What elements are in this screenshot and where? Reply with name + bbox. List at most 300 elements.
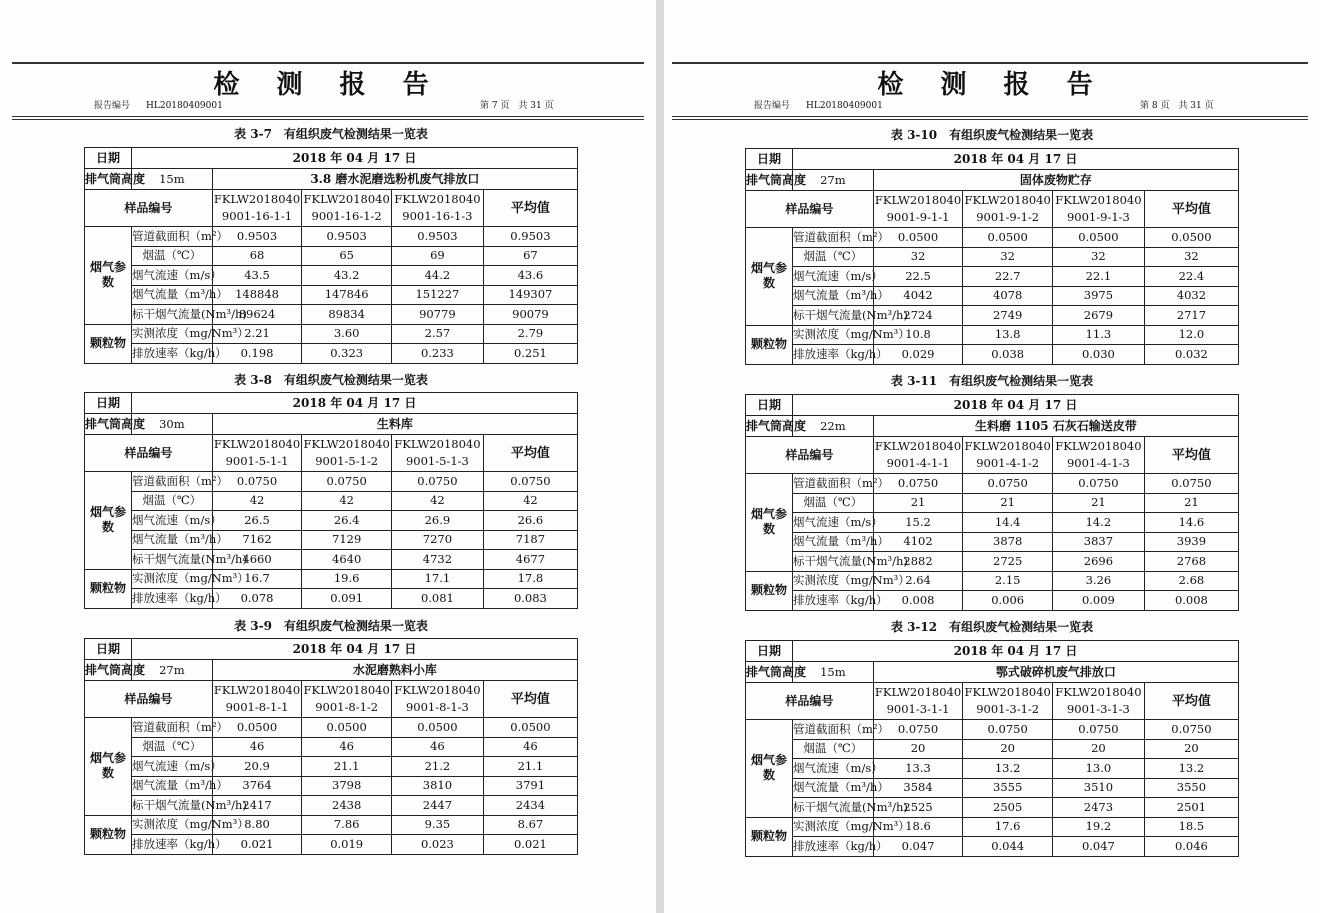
param-name: 烟温（℃） — [793, 247, 874, 267]
sample-id-prefix: FKLW2018040 — [394, 192, 481, 206]
table-caption: 表 3-12 有组织废气检测结果一览表 — [890, 620, 1094, 634]
sample-id-row — [746, 683, 1239, 720]
report-page-7 — [0, 0, 656, 913]
sample-id-prefix: FKLW2018040 — [1055, 685, 1142, 699]
report-no-label: 报告编号 — [754, 101, 791, 111]
particulate-label: 颗粒物 — [85, 569, 132, 608]
sample-id — [212, 435, 302, 472]
param-name: 烟气流量（m³/h） — [132, 285, 213, 305]
measured-value: 8.80 — [212, 815, 302, 835]
measured-value: 20 — [1052, 739, 1144, 759]
date-row — [746, 395, 1239, 416]
measured-value: 19.6 — [302, 569, 392, 589]
average-label: 平均值 — [483, 190, 577, 227]
param-name: 烟气流速（m/s） — [132, 266, 213, 286]
result-table — [745, 148, 1239, 365]
measured-value: 20.9 — [212, 757, 302, 777]
sample-id-suffix: 9001-8-1-1 — [225, 700, 289, 714]
stack-height-label: 排气筒高度 — [85, 414, 132, 435]
stack-height-label: 排气筒高度 — [746, 170, 793, 191]
measured-value: 0.047 — [873, 837, 963, 857]
measured-value: 22.7 — [963, 267, 1053, 287]
measured-value: 13.2 — [963, 759, 1053, 779]
table-row — [746, 571, 1239, 591]
measured-value: 0.9503 — [302, 227, 392, 247]
measured-value: 2749 — [963, 306, 1053, 326]
param-name: 标干烟气流量(Nm³/h) — [793, 798, 874, 818]
result-table — [84, 147, 578, 364]
date-value: 2018 年 04 月 17 日 — [793, 395, 1239, 416]
source-name: 生料库 — [212, 414, 577, 435]
measured-value: 0.038 — [963, 345, 1053, 365]
sample-id — [391, 190, 483, 227]
measured-value: 46 — [391, 737, 483, 757]
average-value: 42 — [483, 491, 577, 511]
measured-value: 0.0750 — [1052, 474, 1144, 494]
param-name: 实测浓度（mg/Nm³） — [793, 325, 874, 345]
date-label: 日期 — [85, 393, 132, 414]
measured-value: 0.006 — [963, 591, 1053, 611]
measured-value: 46 — [212, 737, 302, 757]
sample-id — [212, 681, 302, 718]
sample-id-suffix: 9001-3-1-3 — [1066, 702, 1130, 716]
table-row — [85, 246, 578, 266]
result-table — [745, 640, 1239, 857]
sample-id-suffix: 9001-8-1-2 — [315, 700, 379, 714]
average-value: 0.0750 — [1144, 474, 1238, 494]
particulate-label: 颗粒物 — [85, 324, 132, 363]
table-row — [746, 739, 1239, 759]
sample-id-prefix: FKLW2018040 — [874, 439, 962, 453]
table-caption: 表 3-11 有组织废气检测结果一览表 — [890, 374, 1094, 388]
measured-value: 14.2 — [1052, 513, 1144, 533]
sample-no-label: 样品编号 — [85, 190, 213, 227]
measured-value: 65 — [302, 246, 392, 266]
measured-value: 0.0750 — [391, 472, 483, 492]
table-row — [85, 757, 578, 777]
measured-value: 2.15 — [963, 571, 1053, 591]
measured-value: 32 — [873, 247, 963, 267]
param-name: 管道截面积（m²） — [793, 720, 874, 740]
sample-id — [873, 191, 963, 228]
average-value: 21 — [1144, 493, 1238, 513]
measured-value: 2525 — [873, 798, 963, 818]
stack-row — [85, 169, 578, 190]
measured-value: 21 — [963, 493, 1053, 513]
table-row — [746, 591, 1239, 611]
param-name: 烟气流速（m/s） — [132, 511, 213, 531]
sample-id — [963, 683, 1053, 720]
param-name: 烟气流量（m³/h） — [132, 530, 213, 550]
sample-id — [391, 681, 483, 718]
measured-value: 26.9 — [391, 511, 483, 531]
sample-no-label: 样品编号 — [746, 683, 874, 720]
average-value: 4677 — [483, 550, 577, 570]
average-value: 2501 — [1144, 798, 1238, 818]
measured-value: 3510 — [1052, 778, 1144, 798]
stack-row — [746, 416, 1239, 437]
table-row — [85, 227, 578, 247]
stack-height-label: 排气筒高度 — [746, 662, 793, 683]
average-value: 3791 — [483, 776, 577, 796]
flue-gas-params-label: 烟气参数 — [746, 228, 793, 326]
average-label: 平均值 — [483, 681, 577, 718]
measured-value: 0.0750 — [1052, 720, 1144, 740]
measured-value: 0.198 — [212, 344, 302, 364]
average-value: 22.4 — [1144, 267, 1238, 287]
measured-value: 43.2 — [302, 266, 392, 286]
measured-value: 68 — [212, 246, 302, 266]
average-value: 3939 — [1144, 532, 1238, 552]
measured-value: 4078 — [963, 286, 1053, 306]
table-row — [85, 530, 578, 550]
sample-id-prefix: FKLW2018040 — [964, 193, 1051, 207]
table-row — [85, 835, 578, 855]
source-name: 水泥磨熟料小库 — [212, 660, 577, 681]
header-rule-bottom — [12, 116, 644, 117]
sample-id-suffix: 9001-9-1-3 — [1066, 210, 1130, 224]
measured-value: 0.0750 — [873, 474, 963, 494]
sample-id — [302, 190, 392, 227]
sample-no-label: 样品编号 — [746, 191, 874, 228]
param-name: 烟温（℃） — [132, 491, 213, 511]
flue-gas-params-label: 烟气参数 — [85, 227, 132, 325]
measured-value: 42 — [302, 491, 392, 511]
date-label: 日期 — [746, 395, 793, 416]
measured-value: 19.2 — [1052, 817, 1144, 837]
table-row — [85, 589, 578, 609]
measured-value: 0.9503 — [212, 227, 302, 247]
average-value: 0.0500 — [483, 718, 577, 738]
measured-value: 2696 — [1052, 552, 1144, 572]
measured-value: 151227 — [391, 285, 483, 305]
param-name: 烟温（℃） — [132, 737, 213, 757]
table-caption: 表 3-9 有组织废气检测结果一览表 — [234, 619, 428, 633]
param-name: 烟温（℃） — [132, 246, 213, 266]
table-row — [746, 286, 1239, 306]
measured-value: 2.21 — [212, 324, 302, 344]
sample-id-prefix: FKLW2018040 — [1055, 439, 1142, 453]
date-value: 2018 年 04 月 17 日 — [793, 149, 1239, 170]
measured-value: 26.4 — [302, 511, 392, 531]
stack-row — [746, 170, 1239, 191]
param-name: 排放速率（kg/h） — [793, 591, 874, 611]
particulate-label: 颗粒物 — [85, 815, 132, 854]
table-row — [746, 228, 1239, 248]
average-value: 4032 — [1144, 286, 1238, 306]
measured-value: 0.9503 — [391, 227, 483, 247]
sample-id — [963, 191, 1053, 228]
sample-id-suffix: 9001-5-1-1 — [225, 454, 289, 468]
average-value: 21.1 — [483, 757, 577, 777]
sample-id-prefix: FKLW2018040 — [964, 439, 1051, 453]
measured-value: 3555 — [963, 778, 1053, 798]
particulate-label: 颗粒物 — [746, 817, 793, 856]
report-number — [754, 98, 883, 111]
page-gutter — [656, 0, 664, 913]
sample-id — [873, 683, 963, 720]
average-value: 18.5 — [1144, 817, 1238, 837]
measured-value: 0.0750 — [212, 472, 302, 492]
average-value: 14.6 — [1144, 513, 1238, 533]
average-value: 0.032 — [1144, 345, 1238, 365]
measured-value: 2.64 — [873, 571, 963, 591]
sample-id-row — [746, 191, 1239, 228]
table-row — [85, 491, 578, 511]
average-label: 平均值 — [1144, 191, 1238, 228]
sample-id — [302, 681, 392, 718]
measured-value: 90779 — [391, 305, 483, 325]
date-row — [746, 149, 1239, 170]
measured-value: 3584 — [873, 778, 963, 798]
average-value: 13.2 — [1144, 759, 1238, 779]
measured-value: 3837 — [1052, 532, 1144, 552]
measured-value: 3878 — [963, 532, 1053, 552]
measured-value: 0.0750 — [873, 720, 963, 740]
table-row — [85, 472, 578, 492]
sample-id-prefix: FKLW2018040 — [303, 683, 390, 697]
table-row — [746, 474, 1239, 494]
param-name: 实测浓度（mg/Nm³） — [132, 569, 213, 589]
average-value: 2.68 — [1144, 571, 1238, 591]
measured-value: 0.019 — [302, 835, 392, 855]
header-rule-bottom — [672, 116, 1308, 117]
average-value: 2717 — [1144, 306, 1238, 326]
table-row — [746, 817, 1239, 837]
table-caption: 表 3-8 有组织废气检测结果一览表 — [234, 373, 428, 387]
sample-id — [212, 190, 302, 227]
param-name: 烟气流速（m/s） — [793, 759, 874, 779]
param-name: 烟气流速（m/s） — [132, 757, 213, 777]
param-name: 标干烟气流量(Nm³/h) — [132, 305, 213, 325]
param-name: 烟气流量（m³/h） — [793, 532, 874, 552]
measured-value: 3764 — [212, 776, 302, 796]
param-name: 标干烟气流量(Nm³/h) — [793, 552, 874, 572]
measured-value: 0.078 — [212, 589, 302, 609]
measured-value: 21.1 — [302, 757, 392, 777]
measured-value: 148848 — [212, 285, 302, 305]
measured-value: 17.1 — [391, 569, 483, 589]
table-row — [85, 305, 578, 325]
measured-value: 2417 — [212, 796, 302, 816]
measured-value: 2882 — [873, 552, 963, 572]
sample-id — [1052, 191, 1144, 228]
result-table — [745, 394, 1239, 611]
date-row — [85, 393, 578, 414]
measured-value: 22.5 — [873, 267, 963, 287]
sample-id-suffix: 9001-9-1-1 — [886, 210, 950, 224]
table-row — [746, 759, 1239, 779]
measured-value: 4640 — [302, 550, 392, 570]
flue-gas-params-label: 烟气参数 — [85, 472, 132, 570]
header-rule-bottom-2 — [672, 119, 1308, 120]
table-row — [746, 720, 1239, 740]
table-row — [746, 552, 1239, 572]
measured-value: 0.0500 — [1052, 228, 1144, 248]
param-name: 烟气流速（m/s） — [793, 513, 874, 533]
param-name: 实测浓度（mg/Nm³） — [132, 324, 213, 344]
param-name: 标干烟气流量(Nm³/h) — [132, 796, 213, 816]
table-row — [746, 247, 1239, 267]
param-name: 烟气流速（m/s） — [793, 267, 874, 287]
result-table — [84, 638, 578, 855]
measured-value: 46 — [302, 737, 392, 757]
report-no-value: HL20180409001 — [146, 101, 223, 111]
table-row — [746, 306, 1239, 326]
measured-value: 2505 — [963, 798, 1053, 818]
average-value: 0.021 — [483, 835, 577, 855]
flue-gas-params-label: 烟气参数 — [85, 718, 132, 816]
measured-value: 21 — [1052, 493, 1144, 513]
date-label: 日期 — [85, 148, 132, 169]
average-value: 12.0 — [1144, 325, 1238, 345]
average-value: 149307 — [483, 285, 577, 305]
measured-value: 0.0750 — [963, 474, 1053, 494]
table-row — [746, 837, 1239, 857]
sample-id-suffix: 9001-4-1-3 — [1066, 456, 1130, 470]
stack-row — [85, 660, 578, 681]
table-row — [746, 513, 1239, 533]
stack-height-label: 排气筒高度 — [746, 416, 793, 437]
param-name: 标干烟气流量(Nm³/h) — [132, 550, 213, 570]
measured-value: 2679 — [1052, 306, 1144, 326]
param-name: 排放速率（kg/h） — [793, 837, 874, 857]
sample-id-prefix: FKLW2018040 — [874, 685, 962, 699]
average-value: 46 — [483, 737, 577, 757]
average-value: 0.0750 — [483, 472, 577, 492]
table-row — [85, 285, 578, 305]
param-name: 实测浓度（mg/Nm³） — [132, 815, 213, 835]
table-row — [85, 324, 578, 344]
measured-value: 26.5 — [212, 511, 302, 531]
param-name: 烟气流量（m³/h） — [793, 286, 874, 306]
measured-value: 14.4 — [963, 513, 1053, 533]
measured-value: 89834 — [302, 305, 392, 325]
param-name: 实测浓度（mg/Nm³） — [793, 571, 874, 591]
average-value: 2.79 — [483, 324, 577, 344]
sample-id-suffix: 9001-16-1-3 — [402, 209, 473, 223]
param-name: 排放速率（kg/h） — [793, 345, 874, 365]
table-row — [746, 798, 1239, 818]
stack-row — [85, 414, 578, 435]
sample-id — [1052, 437, 1144, 474]
page-number: 第 8 页 共 31 页 — [1140, 101, 1214, 111]
average-value: 7187 — [483, 530, 577, 550]
average-value: 0.008 — [1144, 591, 1238, 611]
average-value: 2768 — [1144, 552, 1238, 572]
sample-id-prefix: FKLW2018040 — [964, 685, 1051, 699]
date-value: 2018 年 04 月 17 日 — [132, 148, 578, 169]
average-value: 0.0500 — [1144, 228, 1238, 248]
table-caption: 表 3-10 有组织废气检测结果一览表 — [890, 128, 1094, 142]
table-row — [85, 266, 578, 286]
measured-value: 42 — [212, 491, 302, 511]
average-value: 43.6 — [483, 266, 577, 286]
measured-value: 0.044 — [963, 837, 1053, 857]
measured-value: 13.0 — [1052, 759, 1144, 779]
table-row — [85, 815, 578, 835]
measured-value: 0.081 — [391, 589, 483, 609]
stack-height-label: 排气筒高度 — [85, 169, 132, 190]
sample-id-prefix: FKLW2018040 — [213, 437, 301, 451]
sample-id-suffix: 9001-3-1-2 — [976, 702, 1040, 716]
date-row — [85, 148, 578, 169]
sample-id-prefix: FKLW2018040 — [394, 437, 481, 451]
table-row — [85, 776, 578, 796]
date-value: 2018 年 04 月 17 日 — [793, 641, 1239, 662]
table-row — [746, 532, 1239, 552]
measured-value: 0.0500 — [963, 228, 1053, 248]
measured-value: 13.3 — [873, 759, 963, 779]
measured-value: 2447 — [391, 796, 483, 816]
date-value: 2018 年 04 月 17 日 — [132, 639, 578, 660]
measured-value: 7270 — [391, 530, 483, 550]
param-name: 排放速率（kg/h） — [132, 589, 213, 609]
stack-height-value: 15m — [132, 169, 213, 190]
measured-value: 0.029 — [873, 345, 963, 365]
measured-value: 20 — [963, 739, 1053, 759]
sample-id-suffix: 9001-5-1-3 — [405, 454, 469, 468]
table-row — [85, 718, 578, 738]
measured-value: 147846 — [302, 285, 392, 305]
measured-value: 4660 — [212, 550, 302, 570]
sample-id — [1052, 683, 1144, 720]
measured-value: 18.6 — [873, 817, 963, 837]
average-value: 20 — [1144, 739, 1238, 759]
stack-row — [746, 662, 1239, 683]
table-row — [85, 737, 578, 757]
table-row — [746, 345, 1239, 365]
measured-value: 15.2 — [873, 513, 963, 533]
param-name: 烟温（℃） — [793, 493, 874, 513]
measured-value: 0.023 — [391, 835, 483, 855]
sample-id-row — [85, 190, 578, 227]
source-name: 3.8 磨水泥磨选粉机废气排放口 — [212, 169, 577, 190]
sample-id-row — [85, 681, 578, 718]
particulate-label: 颗粒物 — [746, 571, 793, 610]
measured-value: 44.2 — [391, 266, 483, 286]
report-number — [94, 98, 223, 111]
measured-value: 2725 — [963, 552, 1053, 572]
param-name: 烟气流量（m³/h） — [132, 776, 213, 796]
measured-value: 0.008 — [873, 591, 963, 611]
measured-value: 0.0500 — [873, 228, 963, 248]
param-name: 管道截面积（m²） — [132, 718, 213, 738]
average-value: 3550 — [1144, 778, 1238, 798]
sample-id-suffix: 9001-4-1-1 — [886, 456, 950, 470]
stack-height-label: 排气筒高度 — [85, 660, 132, 681]
measured-value: 0.233 — [391, 344, 483, 364]
table-row — [85, 550, 578, 570]
measured-value: 2.57 — [391, 324, 483, 344]
measured-value: 4042 — [873, 286, 963, 306]
param-name: 实测浓度（mg/Nm³） — [793, 817, 874, 837]
average-value: 67 — [483, 246, 577, 266]
param-name: 烟气流量（m³/h） — [793, 778, 874, 798]
stack-height-value: 15m — [793, 662, 874, 683]
average-value: 26.6 — [483, 511, 577, 531]
measured-value: 2473 — [1052, 798, 1144, 818]
sample-id-row — [746, 437, 1239, 474]
source-name: 生料磨 1105 石灰石输送皮带 — [873, 416, 1238, 437]
sample-id-prefix: FKLW2018040 — [874, 193, 962, 207]
report-no-value: HL20180409001 — [806, 101, 883, 111]
sample-id-suffix: 9001-5-1-2 — [315, 454, 379, 468]
sample-id-suffix: 9001-3-1-1 — [886, 702, 950, 716]
average-value: 2434 — [483, 796, 577, 816]
measured-value: 21 — [873, 493, 963, 513]
sample-id — [391, 435, 483, 472]
